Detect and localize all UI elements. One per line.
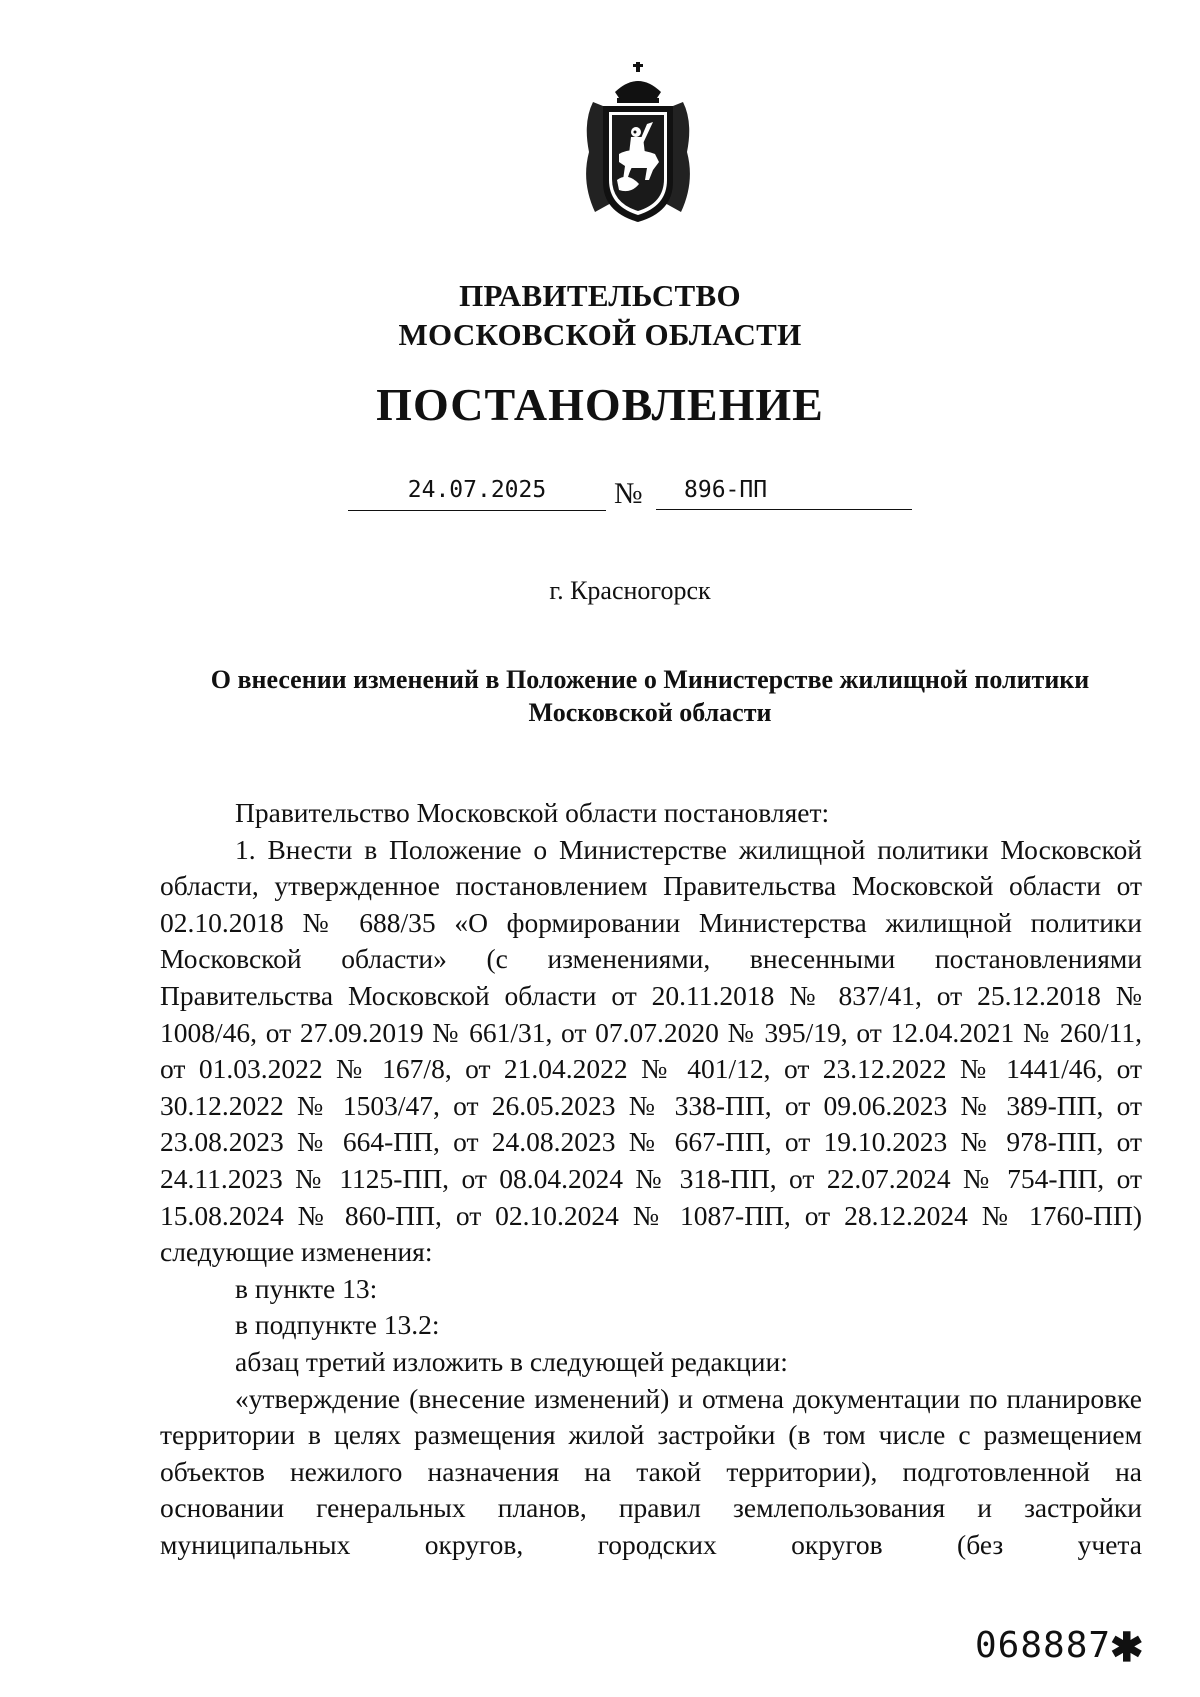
document-date: 24.07.2025 xyxy=(348,472,606,511)
document-body xyxy=(160,795,1142,1563)
paragraph-instruction-line: абзац третий изложить в следующей редакции: xyxy=(235,1345,788,1377)
point-13-line: в пункте 13: xyxy=(235,1272,378,1304)
document-title xyxy=(160,663,1140,729)
item-1-paragraph: 1. Внести в Положение о Министерстве жилищной политики Московской области, утвержденное постановлением Правительства Московской области от 02.10.2018 № 688/35 «О формировании Министерства жилищной политики Московской области» (с изменениями, внесенными постановлениями Правительства Московской области от 20.11.2018 № 837/41, от 25.12.2018 № 1008/46, от 27.09.2019 № 661/31, от 07.07.2020 № 395/19, от 12.04.2021 № 260/11, от 01.03.2022 № 167/8, от 21.04.2022 № 401/12, от 23.12.2022 № 1441/46, от 30.12.2022 № 1503/47, от 26.05.2023 № 338-ПП, от 09.06.2023 № 389-ПП, от 23.08.2023 № 664-ПП, от 24.08.2023 № 667-ПП, от 19.10.2023 № 978-ПП, от 24.11.2023 № 1125-ПП, от 08.04.2024 № 318-ПП, от 22.07.2024 № 754-ПП, от 15.08.2024 № 860-ПП, от 02.10.2024 № 1087-ПП, от 28.12.2024 № 1760-ПП) следующие изменения: xyxy=(160,833,1142,1268)
quoted-amendment-paragraph: «утверждение (внесение изменений) и отмена документации по планировке территории в целях размещения жилой застройки (в том числе с размещением объектов нежилого назначения на такой территории), подготовленной на основании генеральных планов, правил землепользования и застройки муниципальных округов, городских округов (без учета xyxy=(160,1382,1142,1560)
number-sign: № xyxy=(614,477,643,510)
intro-paragraph: Правительство Московской области постановляет: xyxy=(235,797,830,828)
moscow-oblast-coat-of-arms-icon xyxy=(573,62,703,227)
government-name xyxy=(0,276,1200,354)
document-type-heading: ПОСТАНОВЛЕНИЕ xyxy=(376,379,824,430)
asterisk-mark-icon: ✱ xyxy=(1110,1625,1144,1670)
org-line-2: МОСКОВСКОЙ ОБЛАСТИ xyxy=(398,317,802,352)
org-line-1: ПРАВИТЕЛЬСТВО xyxy=(459,278,741,313)
title-line-2: Московской области xyxy=(528,698,772,727)
form-serial-number: 068887 xyxy=(975,1625,1112,1666)
city-name: г. Красногорск xyxy=(549,576,711,605)
document-number: 896-ПП xyxy=(656,472,912,510)
title-line-1: О внесении изменений в Положение о Министерстве жилищной политики xyxy=(210,665,1090,694)
subpoint-13-2-line: в подпункте 13.2: xyxy=(235,1309,440,1341)
